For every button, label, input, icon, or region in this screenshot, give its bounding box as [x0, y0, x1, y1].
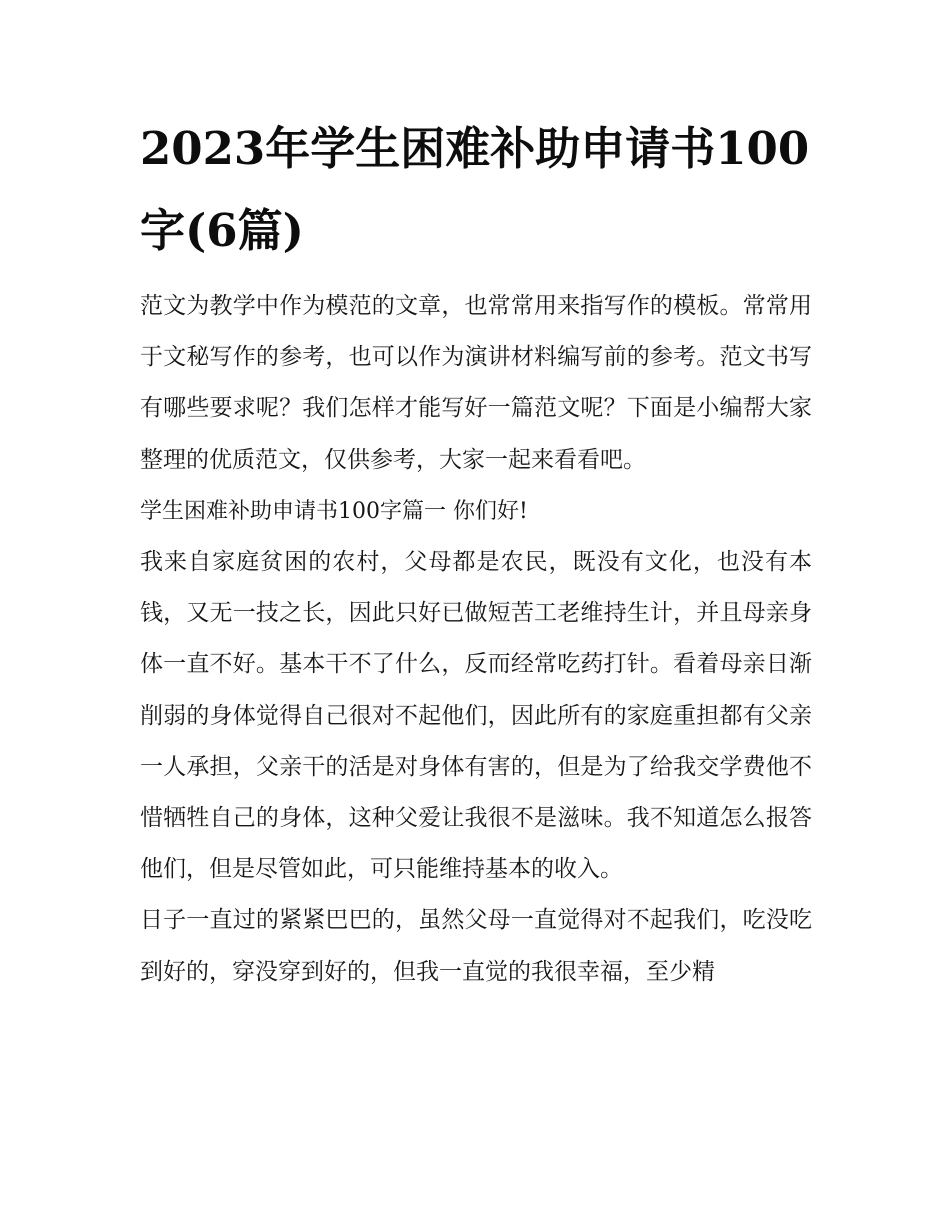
section-heading-paragraph: 学生困难补助申请书100字篇一 你们好! [140, 498, 528, 524]
body-paragraph: 我来自家庭贫困的农村，父母都是农民，既没有文化，也没有本钱，又无一技之长，因此只好已做短苦工老维持生计，并且母亲身体一直不好。基本干不了什么，反而经常吃药打针。看着母亲日渐削弱的身体觉得自己很对不起他们，因此所有的家庭重担都有父亲一人承担，父亲干的活是对身体有害的，但是为了给我交学费他不惜牺牲自己的身体，这种父爱让我很不是滋味。我不知道怎么报答他们，但是尽管如此，可只能维持基本的收入。 [140, 549, 812, 883]
document-content [140, 108, 812, 998]
document-body [140, 281, 812, 998]
document-title: 2023年学生困难补助申请书100字(6篇) [140, 122, 810, 257]
body-paragraph: 日子一直过的紧紧巴巴的，虽然父母一直觉得对不起我们，吃没吃到好的，穿没穿到好的，但我一直觉的我很幸福，至少精 [140, 907, 812, 985]
intro-paragraph: 范文为教学中作为模范的文章，也常常用来指写作的模板。常常用于文秘写作的参考，也可以作为演讲材料编写前的参考。范文书写有哪些要求呢？我们怎样才能写好一篇范文呢？下面是小编帮大家整理的优质范文，仅供参考，大家一起来看看吧。 [140, 293, 812, 473]
